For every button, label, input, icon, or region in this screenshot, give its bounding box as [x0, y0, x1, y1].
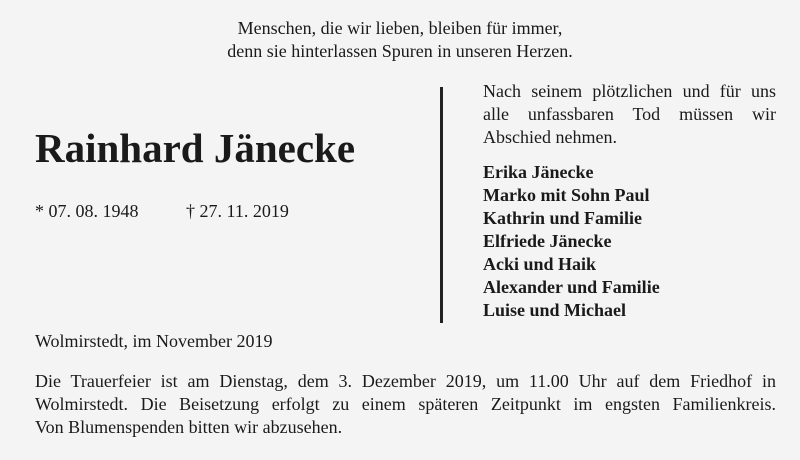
funeral-details [35, 370, 776, 439]
quote-line-2: denn sie hinterlassen Spuren in unseren Herzen. [227, 41, 573, 61]
memorial-quote [175, 17, 625, 63]
funeral-line-1: Die Trauerfeier ist am Dienstag, dem 3. Dezember 2019, um 11.00 Uhr auf dem Friedhof in [35, 371, 776, 391]
funeral-line-2: Wolmirstedt. Die Beisetzung erfolgt zu einem späteren Zeitpunkt im engsten Familienkreis. [35, 394, 776, 414]
funeral-line-3: Von Blumenspenden bitten wir abzusehen. [35, 417, 343, 437]
mourner-name: Kathrin und Familie [483, 208, 643, 228]
condolence-text [483, 80, 776, 149]
deceased-name: Rainhard Jänecke [35, 125, 356, 171]
mourner-name: Acki und Haik [483, 254, 597, 274]
mourners-list [483, 161, 660, 322]
mourner-name: Elfriede Jänecke [483, 231, 612, 251]
quote-line-1: Menschen, die wir lieben, bleiben für immer, [237, 18, 563, 38]
death-date: † 27. 11. 2019 [186, 201, 289, 221]
vertical-divider [440, 87, 443, 323]
birth-date: * 07. 08. 1948 [35, 201, 139, 221]
mourner-name: Luise und Michael [483, 300, 627, 320]
mourner-name: Alexander und Familie [483, 277, 660, 297]
condolence-line-2: alle unfassbaren Tod müssen wir [483, 104, 776, 124]
condolence-line-1: Nach seinem plötzlichen und für uns [483, 81, 776, 101]
mourner-name: Marko mit Sohn Paul [483, 185, 650, 205]
condolence-line-3: Abschied nehmen. [483, 127, 617, 147]
mourner-name: Erika Jänecke [483, 162, 594, 182]
place-and-date: Wolmirstedt, im November 2019 [35, 331, 273, 351]
